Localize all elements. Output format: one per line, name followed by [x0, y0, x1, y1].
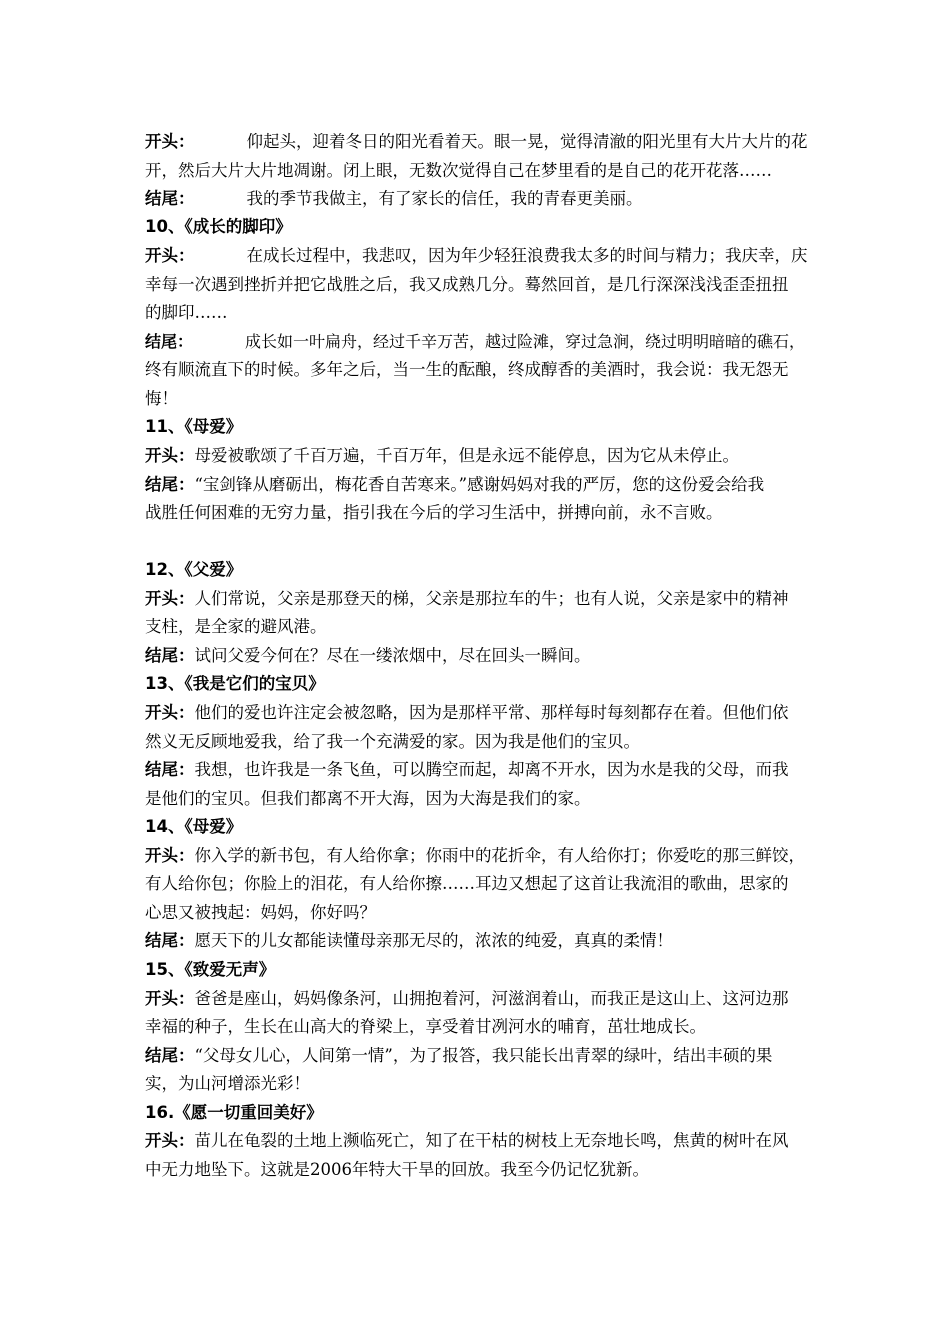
line-text: 仰起头，迎着冬日的阳光看着天。眼一晃，觉得清澈的阳光里有大片大片的花	[246, 132, 808, 151]
paragraph-line	[145, 360, 810, 380]
line-text: 愿天下的儿女都能读懂母亲那无尽的，浓浓的纯爱，真真的柔情！	[194, 931, 673, 950]
line-text: 苗儿在龟裂的土地上濒临死亡，知了在干枯的树枝上无奈地长鸣，焦黄的树叶在风	[194, 1131, 789, 1150]
line-text: 我的季节我做主，有了家长的信任，我的青春更美丽。	[246, 189, 643, 208]
closing-label: 结尾：	[145, 646, 195, 665]
line-text: 悔！	[145, 389, 178, 408]
closing-label: 结尾：	[145, 189, 195, 208]
opening-label: 开头：	[145, 446, 195, 465]
opening-label: 开头：	[145, 1131, 195, 1150]
paragraph-line	[145, 903, 810, 923]
line-text: 战胜任何困难的无穷力量，指引我在今后的学习生活中，拼搏向前，永不言败。	[145, 503, 723, 522]
paragraph-line	[145, 874, 810, 894]
opening-label: 开头：	[145, 846, 195, 865]
line-text: 是他们的宝贝。但我们都离不开大海，因为大海是我们的家。	[145, 789, 591, 808]
paragraph-line	[145, 646, 810, 666]
paragraph-line	[145, 1074, 810, 1094]
opening-label: 开头：	[145, 132, 195, 151]
paragraph-line	[145, 303, 810, 323]
line-text: 开，然后大片大片地凋谢。闭上眼，无数次觉得自己在梦里看的是自己的花开花落……	[145, 161, 772, 180]
closing-label: 结尾：	[145, 760, 195, 779]
paragraph-line	[145, 703, 810, 723]
opening-label: 开头：	[145, 246, 195, 265]
paragraph-line	[145, 275, 810, 295]
closing-label: 结尾：	[145, 931, 195, 950]
line-text: 心思又被拽起：妈妈，你好吗？	[145, 903, 376, 922]
closing-label: 结尾：	[145, 332, 194, 351]
paragraph-line	[145, 760, 810, 780]
section-title: 11、《母爱》	[145, 417, 243, 436]
paragraph-line	[145, 1017, 810, 1037]
line-text: 人们常说，父亲是那登天的梯，父亲是那拉车的牛；也有人说，父亲是家中的精神	[194, 589, 789, 608]
line-text: 试问父爱今何在？尽在一缕浓烟中，尽在回头一瞬间。	[194, 646, 591, 665]
paragraph-line	[145, 617, 810, 637]
line-text: 的脚印……	[145, 303, 228, 322]
paragraph-line	[145, 1160, 810, 1180]
line-text: 有人给你包；你脸上的泪花，有人给你擦……耳边又想起了这首让我流泪的歌曲，思家的	[145, 874, 789, 893]
paragraph-line	[145, 589, 810, 609]
opening-label: 开头：	[145, 989, 195, 1008]
paragraph-line	[145, 503, 810, 523]
paragraph-line	[145, 132, 810, 152]
paragraph-line	[145, 789, 810, 809]
section-title: 13、《我是它们的宝贝》	[145, 674, 325, 693]
line-text: “父母女儿心，人间第一情”，为了报答，我只能长出青翠的绿叶，结出丰硕的果	[194, 1046, 773, 1065]
closing-label: 结尾：	[145, 475, 195, 494]
section-title: 14、《母爱》	[145, 817, 243, 836]
opening-label: 开头：	[145, 703, 195, 722]
line-text: 中无力地坠下。这就是2006年特大干旱的回放。我至今仍记忆犹新。	[145, 1160, 649, 1179]
paragraph-line	[145, 475, 810, 495]
paragraph-line	[145, 1131, 810, 1151]
section-title: 12、《父爱》	[145, 560, 243, 579]
opening-label: 开头：	[145, 589, 195, 608]
section-title: 15、《致爱无声》	[145, 960, 276, 979]
section-title: 10、《成长的脚印》	[145, 217, 292, 236]
line-text: 成长如一叶扁舟，经过千辛万苦，越过险滩，穿过急涧，绕过明明暗暗的礁石，	[245, 332, 806, 351]
paragraph-line	[145, 846, 810, 866]
paragraph-line	[145, 332, 810, 352]
line-text: 支柱，是全家的避风港。	[145, 617, 327, 636]
line-text: 幸每一次遇到挫折并把它战胜之后，我又成熟几分。蓦然回首，是几行深深浅浅歪歪扭扭	[145, 275, 789, 294]
paragraph-line	[145, 732, 810, 752]
closing-label: 结尾：	[145, 1046, 195, 1065]
line-text: “宝剑锋从磨砺出，梅花香自苦寒来。”感谢妈妈对我的严厉，您的这份爱会给我	[194, 475, 765, 494]
paragraph-line	[145, 989, 810, 1009]
paragraph-line	[145, 189, 810, 209]
line-text: 他们的爱也许注定会被忽略，因为是那样平常、那样每时每刻都存在着。但他们依	[194, 703, 789, 722]
paragraph-line	[145, 931, 810, 951]
paragraph-line	[145, 246, 810, 266]
section-title: 16.《愿一切重回美好》	[145, 1103, 323, 1122]
line-text: 幸福的种子，生长在山高大的脊梁上，享受着甘冽河水的哺育，茁壮地成长。	[145, 1017, 706, 1036]
paragraph-line	[145, 161, 810, 181]
line-text: 终有顺流直下的时候。多年之后，当一生的酝酿，终成醇香的美酒时，我会说：我无怨无	[145, 360, 789, 379]
line-text: 实，为山河增添光彩！	[145, 1074, 310, 1093]
line-text: 我想，也许我是一条飞鱼，可以腾空而起，却离不开水，因为水是我的父母，而我	[194, 760, 789, 779]
line-text: 在成长过程中，我悲叹，因为年少轻狂浪费我太多的时间与精力；我庆幸，庆	[246, 246, 808, 265]
line-text: 母爱被歌颂了千百万遍，千百万年，但是永远不能停息，因为它从未停止。	[194, 446, 739, 465]
paragraph-line	[145, 446, 810, 466]
line-text: 爸爸是座山，妈妈像条河，山拥抱着河，河滋润着山，而我正是这山上、这河边那	[194, 989, 789, 1008]
paragraph-line	[145, 1046, 810, 1066]
line-text: 你入学的新书包，有人给你拿；你雨中的花折伞，有人给你打；你爱吃的那三鲜饺，	[194, 846, 805, 865]
paragraph-line	[145, 389, 810, 409]
line-text: 然义无反顾地爱我，给了我一个充满爱的家。因为我是他们的宝贝。	[145, 732, 640, 751]
